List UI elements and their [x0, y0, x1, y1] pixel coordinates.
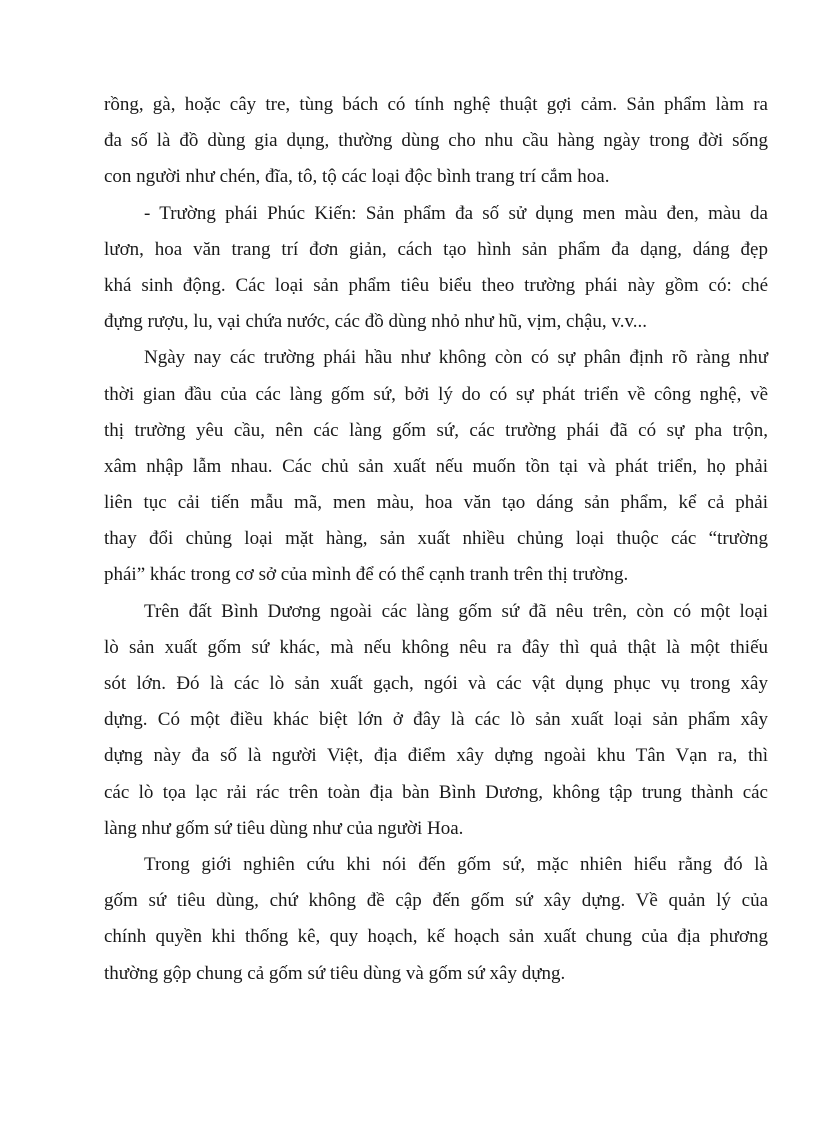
text-line: dựng. Có một điều khác biệt lớn ở đây là các lò sản xuất loại sản phẩm xây: [104, 709, 768, 731]
document-page: [104, 87, 768, 992]
text-line: đựng rượu, lu, vại chứa nước, các đồ dùng nhỏ như hũ, vịm, chậu, v.v...: [104, 311, 647, 333]
text-line: thay đổi chủng loại mặt hàng, sản xuất nhiều chủng loại thuộc các “trường: [104, 528, 768, 550]
text-line: thời gian đầu của các làng gốm sứ, bởi lý do có sự phát triển về công nghệ, về: [104, 383, 768, 405]
text-line: thị trường yêu cầu, nên các làng gốm sứ, các trường phái đã có sự pha trộn,: [104, 419, 768, 441]
text-line: khá sinh động. Các loại sản phẩm tiêu biểu theo trường phái này gồm có: ché: [104, 274, 768, 296]
text-line: Trên đất Bình Dương ngoài các làng gốm sứ đã nêu trên, còn có một loại: [144, 600, 768, 622]
text-line: lươn, hoa văn trang trí đơn giản, cách tạo hình sản phẩm đa dạng, dáng đẹp: [104, 238, 768, 260]
text-line: - Trường phái Phúc Kiến: Sản phẩm đa số sử dụng men màu đen, màu da: [144, 202, 768, 224]
text-line: sót lớn. Đó là các lò sản xuất gạch, ngói và các vật dụng phục vụ trong xây: [104, 673, 768, 694]
text-line: chính quyền khi thống kê, quy hoạch, kế hoạch sản xuất chung của địa phương: [104, 926, 768, 948]
text-line: liên tục cải tiến mẫu mã, men màu, hoa văn tạo dáng sản phẩm, kể cả phải: [104, 492, 768, 514]
text-line: Ngày nay các trường phái hầu như không còn có sự phân định rõ ràng như: [144, 347, 768, 369]
text-line: xâm nhập lẫm nhau. Các chủ sản xuất nếu muốn tồn tại và phát triển, họ phải: [104, 455, 768, 477]
text-line: gốm sứ tiêu dùng, chứ không đề cập đến gốm sứ xây dựng. Về quản lý của: [104, 890, 768, 912]
text-line: dựng này đa số là người Việt, địa điểm xây dựng ngoài khu Tân Vạn ra, thì: [104, 745, 768, 767]
text-line: Trong giới nghiên cứu khi nói đến gốm sứ, mặc nhiên hiểu rằng đó là: [144, 853, 768, 875]
text-line: lò sản xuất gốm sứ khác, mà nếu không nêu ra đây thì quả thật là một thiếu: [104, 636, 768, 658]
text-line: các lò tọa lạc rải rác trên toàn địa bàn Bình Dương, không tập trung thành các: [104, 781, 768, 803]
text-line: đa số là đồ dùng gia dụng, thường dùng cho nhu cầu hàng ngày trong đời sống: [104, 130, 768, 152]
text-line: phái” khác trong cơ sở của mình để có thể cạnh tranh trên thị trường.: [104, 564, 629, 586]
text-line: con người như chén, đĩa, tô, tộ các loại độc bình trang trí cắm hoa.: [104, 166, 610, 188]
text-line: rồng, gà, hoặc cây tre, tùng bách có tính nghệ thuật gợi cảm. Sản phẩm làm ra: [104, 94, 768, 115]
text-line: thường gộp chung cả gốm sứ tiêu dùng và gốm sứ xây dựng.: [104, 962, 566, 984]
text-line: làng như gốm sứ tiêu dùng như của người Hoa.: [104, 817, 464, 839]
